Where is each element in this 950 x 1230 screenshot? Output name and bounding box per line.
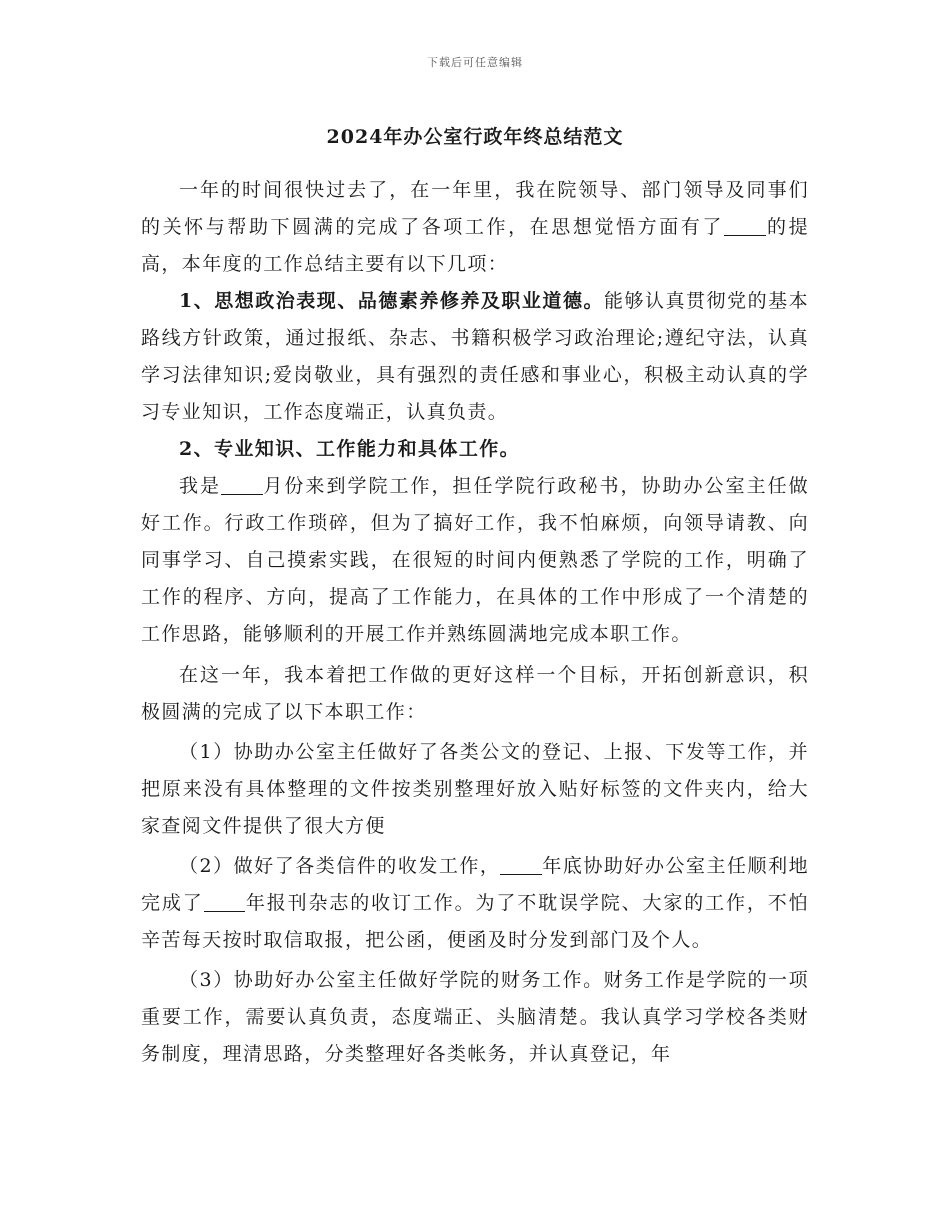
- year-paragraph: 在这一年，我本着把工作做的更好这样一个目标，开拓创新意识，积极圆满的完成了以下本职工作：: [141, 664, 809, 723]
- header-note: 下载后可任意编辑: [427, 56, 523, 69]
- fill-blank: [724, 216, 766, 236]
- item-2-paragraph: [141, 848, 809, 959]
- fill-blank: [221, 475, 263, 495]
- item-2-text-1: （2）做好了各类信件的收发工作，: [179, 855, 501, 877]
- start-paragraph: [141, 468, 809, 653]
- start-text-2: 月份来到学院工作，担任学院行政秘书，协助办公室主任做好工作。行政工作琐碎，但为了搞好工作，我不怕麻烦，向领导请教、向同事学习、自己摸索实践，在很短的时间内便熟悉了学院的工作，明确了工作的程序、方向，提高了工作能力，在具体的工作中形成了一个清楚的工作思路，能够顺利的开展工作并熟练圆满地完成本职工作。: [141, 475, 809, 645]
- item-2-text-3: 年报刊杂志的收订工作。为了不耽误学院、大家的工作，不怕辛苦每天按时取信取报，把公函，便函及时分发到部门及个人。: [141, 892, 809, 951]
- section2-paragraph: [141, 431, 809, 468]
- item-2-text-2: 年底协助好办公室主任顺利地完成了: [141, 855, 809, 914]
- item-3-paragraph: （3）协助好办公室主任做好学院的财务工作。财务工作是学院的一项重要工作，需要认真负责，态度端正、头脑清楚。我认真学习学校各类财务制度，理清思路，分类整理好各类帐务，并认真登记，年: [141, 969, 809, 1065]
- intro-text-1: 一年的时间很快过去了，在一年里，我在院领导、部门领导及同事们的关怀与帮助下圆满的完成了各项工作，在思想觉悟方面有了: [141, 179, 809, 238]
- section2-heading: 2、专业知识、工作能力和具体工作。: [179, 438, 521, 460]
- document-body: [141, 172, 809, 1073]
- fill-blank: [204, 892, 246, 912]
- section1-text: 能够认真贯彻党的基本路线方针政策，通过报纸、杂志、书籍积极学习政治理论;遵纪守法，认真学习法律知识;爱岗敬业，具有强烈的责任感和事业心，积极主动认真的学习专业知识，工作态度端正，认真负责。: [141, 290, 809, 423]
- document-title: 2024年办公室行政年终总结范文: [326, 126, 624, 148]
- start-text-1: 我是: [179, 475, 222, 497]
- fill-blank: [500, 855, 542, 875]
- intro-paragraph: [141, 172, 809, 283]
- section1-heading: 1、思想政治表现、品德素养修养及职业道德。: [179, 290, 604, 312]
- intro-text-2: 的提高，本年度的工作总结主要有以下几项：: [141, 216, 809, 275]
- section1-paragraph: [141, 283, 809, 431]
- item-1-paragraph: （1）协助办公室主任做好了各类公文的登记、上报、下发等工作，并把原来没有具体整理的文件按类别整理好放入贴好标签的文件夹内，给大家查阅文件提供了很大方便: [141, 741, 809, 837]
